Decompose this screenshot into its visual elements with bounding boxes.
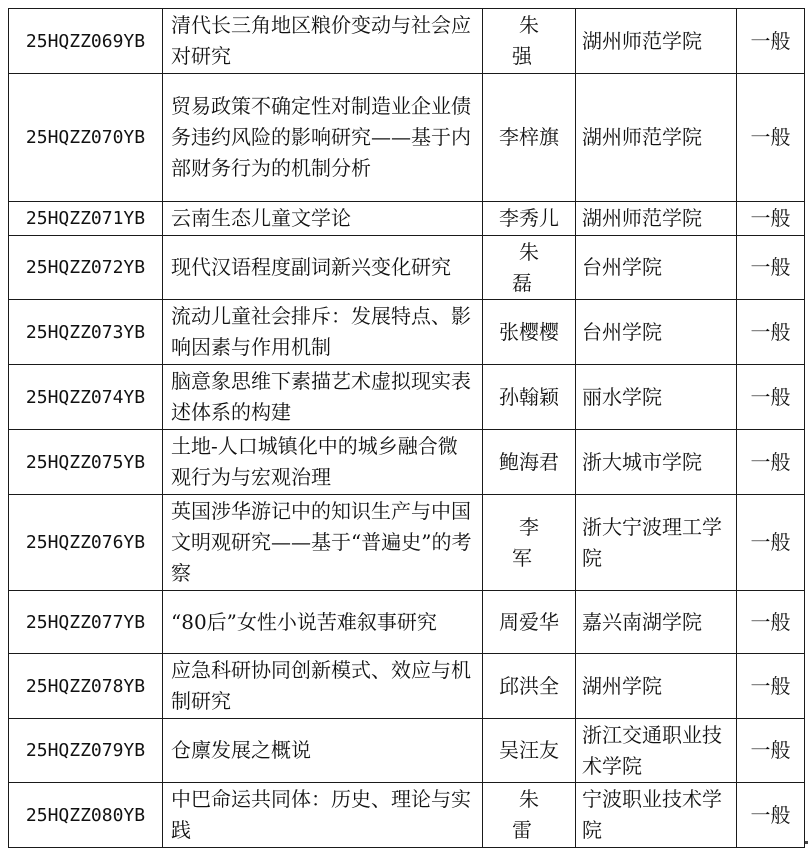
project-title-cell: “80后”女性小说苦难叙事研究: [163, 591, 483, 654]
project-code-cell: 25HQZZ072YB: [9, 236, 163, 300]
table-row: [9, 783, 805, 848]
project-code-cell: 25HQZZ078YB: [9, 654, 163, 719]
project-code-cell: 25HQZZ073YB: [9, 300, 163, 365]
table-row: [9, 591, 805, 654]
principal-investigator-cell: 邱洪全: [483, 654, 576, 719]
table-body: [9, 9, 805, 848]
institution-cell: 湖州师范学院: [576, 74, 737, 202]
institution-cell: 台州学院: [576, 300, 737, 365]
principal-investigator-cell: 周爱华: [483, 591, 576, 654]
project-level-cell: 一般: [737, 202, 805, 236]
principal-investigator-cell: 朱雷: [483, 783, 576, 848]
project-level-cell: 一般: [737, 430, 805, 495]
project-title-cell: 清代长三角地区粮价变动与社会应对研究: [163, 9, 483, 74]
principal-investigator-cell: 李军: [483, 495, 576, 591]
institution-cell: 浙江交通职业技术学院: [576, 719, 737, 783]
project-code-cell: 25HQZZ075YB: [9, 430, 163, 495]
project-level-cell: 一般: [737, 783, 805, 848]
project-code-cell: 25HQZZ079YB: [9, 719, 163, 783]
corner-mark: [805, 841, 808, 844]
project-level-cell: 一般: [737, 591, 805, 654]
project-code-cell: 25HQZZ080YB: [9, 783, 163, 848]
institution-cell: 浙大宁波理工学院: [576, 495, 737, 591]
project-level-cell: 一般: [737, 654, 805, 719]
project-level-cell: 一般: [737, 719, 805, 783]
project-title-cell: 云南生态儿童文学论: [163, 202, 483, 236]
table-row: [9, 300, 805, 365]
institution-cell: 丽水学院: [576, 365, 737, 430]
project-title-cell: 英国涉华游记中的知识生产与中国文明观研究——基于“普遍史”的考察: [163, 495, 483, 591]
table-row: [9, 654, 805, 719]
project-code-cell: 25HQZZ069YB: [9, 9, 163, 74]
project-title-cell: 脑意象思维下素描艺术虚拟现实表述体系的构建: [163, 365, 483, 430]
principal-investigator-cell: 朱强: [483, 9, 576, 74]
table-row: [9, 495, 805, 591]
table-row: [9, 74, 805, 202]
institution-cell: 湖州学院: [576, 654, 737, 719]
institution-cell: 嘉兴南湖学院: [576, 591, 737, 654]
project-code-cell: 25HQZZ070YB: [9, 74, 163, 202]
project-title-cell: 贸易政策不确定性对制造业企业债务违约风险的影响研究——基于内部财务行为的机制分析: [163, 74, 483, 202]
principal-investigator-cell: 鲍海君: [483, 430, 576, 495]
institution-cell: 湖州师范学院: [576, 9, 737, 74]
project-level-cell: 一般: [737, 495, 805, 591]
project-code-cell: 25HQZZ076YB: [9, 495, 163, 591]
project-code-cell: 25HQZZ074YB: [9, 365, 163, 430]
principal-investigator-cell: 李秀儿: [483, 202, 576, 236]
project-list-table: [8, 8, 805, 848]
project-level-cell: 一般: [737, 9, 805, 74]
table-row: [9, 430, 805, 495]
table-row: [9, 719, 805, 783]
principal-investigator-cell: 孙翰颖: [483, 365, 576, 430]
table-row: [9, 365, 805, 430]
project-level-cell: 一般: [737, 300, 805, 365]
table-row: [9, 202, 805, 236]
institution-cell: 湖州师范学院: [576, 202, 737, 236]
project-title-cell: 中巴命运共同体：历史、理论与实践: [163, 783, 483, 848]
project-title-cell: 仓廪发展之概说: [163, 719, 483, 783]
project-level-cell: 一般: [737, 74, 805, 202]
institution-cell: 宁波职业技术学院: [576, 783, 737, 848]
project-level-cell: 一般: [737, 236, 805, 300]
principal-investigator-cell: 吴汪友: [483, 719, 576, 783]
project-title-cell: 土地-人口城镇化中的城乡融合微观行为与宏观治理: [163, 430, 483, 495]
table-row: [9, 9, 805, 74]
principal-investigator-cell: 张樱樱: [483, 300, 576, 365]
project-code-cell: 25HQZZ077YB: [9, 591, 163, 654]
project-code-cell: 25HQZZ071YB: [9, 202, 163, 236]
project-title-cell: 现代汉语程度副词新兴变化研究: [163, 236, 483, 300]
institution-cell: 浙大城市学院: [576, 430, 737, 495]
institution-cell: 台州学院: [576, 236, 737, 300]
project-level-cell: 一般: [737, 365, 805, 430]
table-row: [9, 236, 805, 300]
project-title-cell: 流动儿童社会排斥：发展特点、影响因素与作用机制: [163, 300, 483, 365]
principal-investigator-cell: 朱磊: [483, 236, 576, 300]
project-title-cell: 应急科研协同创新模式、效应与机制研究: [163, 654, 483, 719]
principal-investigator-cell: 李梓旗: [483, 74, 576, 202]
